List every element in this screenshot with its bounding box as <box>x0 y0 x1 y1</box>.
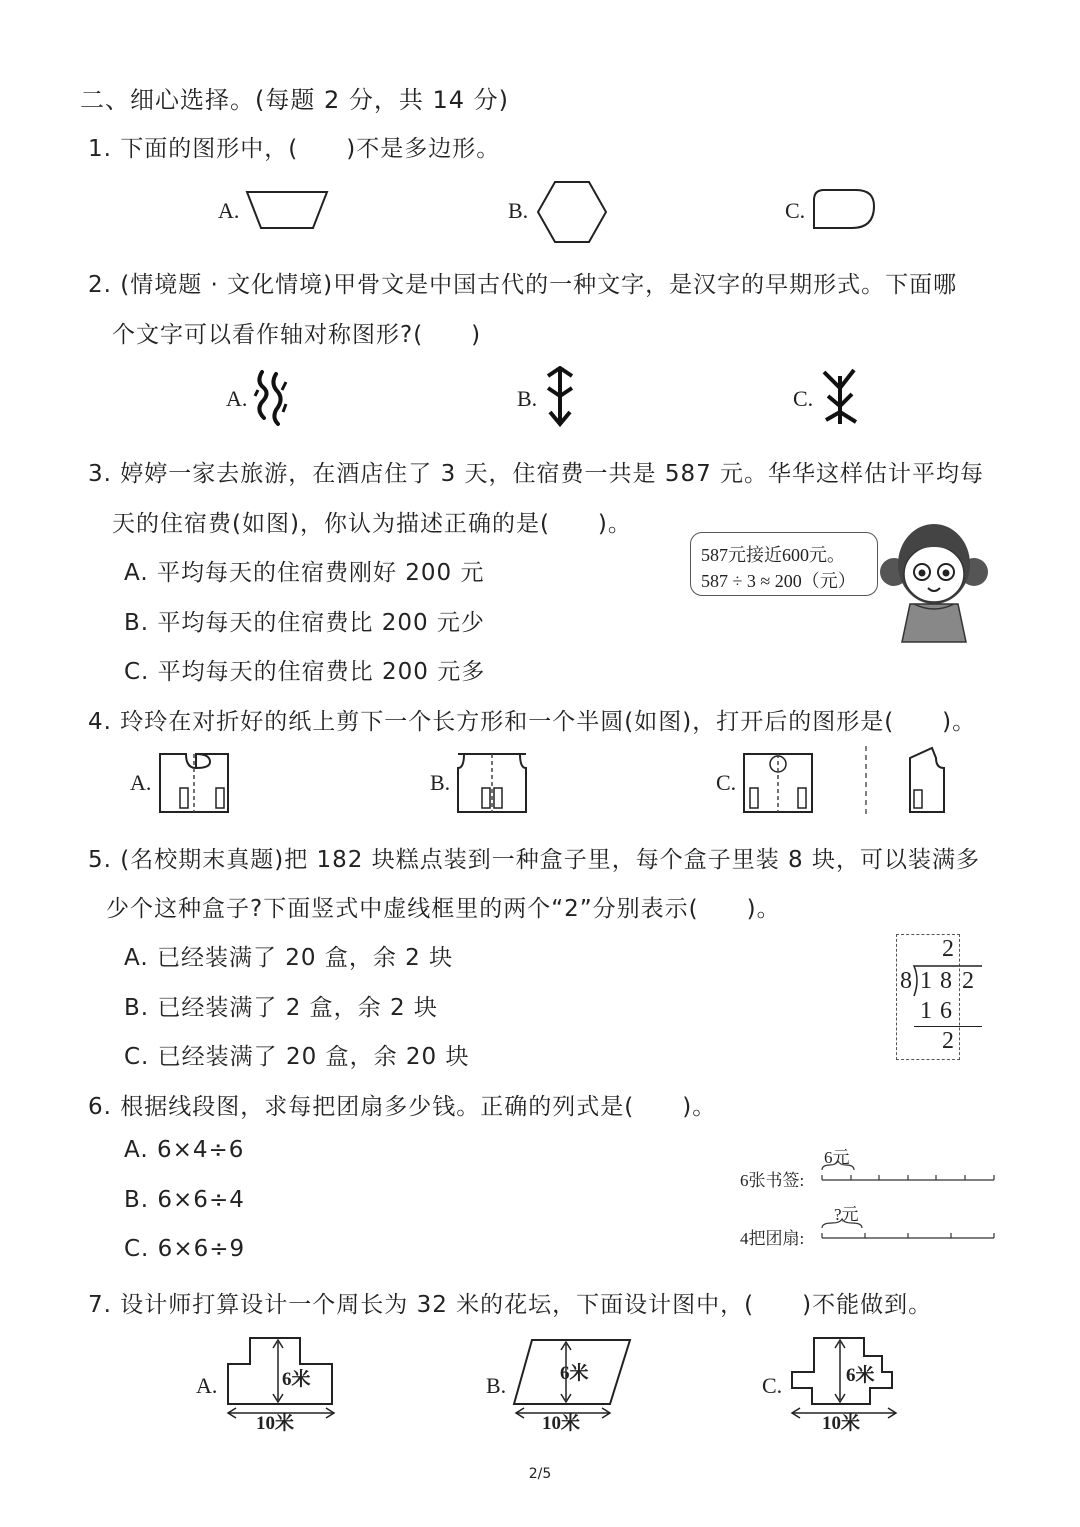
division-remainder: 2 <box>942 1028 954 1054</box>
long-division <box>896 934 986 1060</box>
q3-option-a[interactable]: A. 平均每天的住宿费刚好 200 元 <box>124 560 485 586</box>
segment-row2-brace-label: ?元 <box>834 1205 859 1224</box>
q4-option-b-label[interactable]: B. <box>430 770 451 795</box>
q3-option-b[interactable]: B. 平均每天的住宿费比 200 元少 <box>124 610 485 636</box>
flowerbed-b-height: 6米 <box>560 1363 589 1384</box>
dividend-digit-2: 8 <box>940 968 952 994</box>
girl-illustration <box>874 516 994 646</box>
question-2-line2: 个文字可以看作轴对称图形?( ) <box>112 322 482 348</box>
segment-line-fans <box>818 1218 998 1244</box>
segment-line-bookmarks <box>818 1160 998 1186</box>
q1-option-a-label[interactable]: A. <box>218 198 240 223</box>
q6-option-c[interactable]: C. 6×6÷9 <box>124 1236 246 1262</box>
hexagon-shape <box>535 180 609 244</box>
product-digit-2: 6 <box>940 998 952 1024</box>
speech-bubble <box>690 532 878 596</box>
division-quotient: 2 <box>942 936 954 962</box>
flowerbed-a-shape <box>222 1336 338 1408</box>
q3-option-c[interactable]: C. 平均每天的住宿费比 200 元多 <box>124 659 486 685</box>
segment-row1-label: 6张书签: <box>740 1171 805 1190</box>
q2-option-a-label[interactable]: A. <box>226 386 248 411</box>
unfolded-shape-a <box>158 752 230 814</box>
segment-row1-brace-label: 6元 <box>824 1148 850 1167</box>
q7-option-c-label[interactable]: C. <box>762 1373 783 1398</box>
unfolded-shape-c <box>742 752 814 814</box>
q5-option-b[interactable]: B. 已经装满了 2 盒，余 2 块 <box>124 995 438 1021</box>
q6-option-a[interactable]: A. 6×4÷6 <box>124 1137 245 1163</box>
q7-option-a-label[interactable]: A. <box>196 1373 218 1398</box>
q4-option-a-label[interactable]: A. <box>130 770 152 795</box>
flowerbed-a-width: 10米 <box>256 1413 295 1434</box>
question-4-text: 4. 玲玲在对折好的纸上剪下一个长方形和一个半圆(如图)，打开后的图形是( )。 <box>88 709 977 735</box>
bubble-line1: 587元接近600元。 <box>701 545 845 565</box>
q1-option-c-label[interactable]: C. <box>785 198 806 223</box>
question-7-text: 7. 设计师打算设计一个周长为 32 米的花坛，下面设计图中，( )不能做到。 <box>88 1292 933 1318</box>
division-line <box>914 1026 982 1027</box>
q4-option-c-label[interactable]: C. <box>716 770 737 795</box>
bubble-line2: 587 ÷ 3 ≈ 200（元） <box>701 571 856 591</box>
dividend-digit-1: 1 <box>920 968 932 994</box>
question-1-text: 1. 下面的图形中，( )不是多边形。 <box>88 136 501 162</box>
flowerbed-c-shape <box>788 1336 900 1408</box>
q7-option-b-label[interactable]: B. <box>486 1373 507 1398</box>
trapezoid-shape <box>245 190 331 232</box>
question-5-line2: 少个这种盒子?下面竖式中虚线框里的两个“2”分别表示( )。 <box>106 896 781 922</box>
question-6-text: 6. 根据线段图，求每把团扇多少钱。正确的列式是( )。 <box>88 1094 717 1120</box>
question-2-line1: 2. (情境题 · 文化情境)甲骨文是中国古代的一种文字，是汉字的早期形式。下面哪 <box>88 272 958 298</box>
oracle-char-c-icon <box>818 366 860 428</box>
curved-shape <box>812 188 876 232</box>
q2-option-c-label[interactable]: C. <box>793 386 814 411</box>
unfolded-shape-b <box>456 752 528 814</box>
folded-paper-diagram <box>860 744 950 820</box>
flowerbed-c-height: 6米 <box>846 1365 875 1386</box>
question-3-line1: 3. 婷婷一家去旅游，在酒店住了 3 天，住宿费一共是 587 元。华华这样估计平均每 <box>88 461 985 487</box>
oracle-char-b-icon <box>540 366 580 428</box>
q5-option-c[interactable]: C. 已经装满了 20 盒，余 20 块 <box>124 1044 470 1070</box>
dividend-digit-3: 2 <box>962 968 974 994</box>
q5-option-a[interactable]: A. 已经装满了 20 盒，余 2 块 <box>124 945 454 971</box>
oracle-char-a-icon <box>252 368 292 428</box>
q1-option-b-label[interactable]: B. <box>508 198 529 223</box>
division-divisor: 8 <box>900 968 912 994</box>
page-number: 2/5 <box>528 1466 552 1482</box>
section-title: 二、细心选择。(每题 2 分，共 14 分) <box>80 86 510 114</box>
flowerbed-a-height: 6米 <box>282 1369 311 1390</box>
segment-row2-label: 4把团扇: <box>740 1229 805 1248</box>
q2-option-b-label[interactable]: B. <box>517 386 538 411</box>
product-digit-1: 1 <box>920 998 932 1024</box>
q6-option-b[interactable]: B. 6×6÷4 <box>124 1187 245 1213</box>
flowerbed-c-width: 10米 <box>822 1413 861 1434</box>
question-5-line1: 5. (名校期末真题)把 182 块糕点装到一种盒子里，每个盒子里装 8 块，可以装满多 <box>88 847 980 873</box>
question-3-line2: 天的住宿费(如图)，你认为描述正确的是( )。 <box>112 511 632 537</box>
flowerbed-b-width: 10米 <box>542 1413 581 1434</box>
